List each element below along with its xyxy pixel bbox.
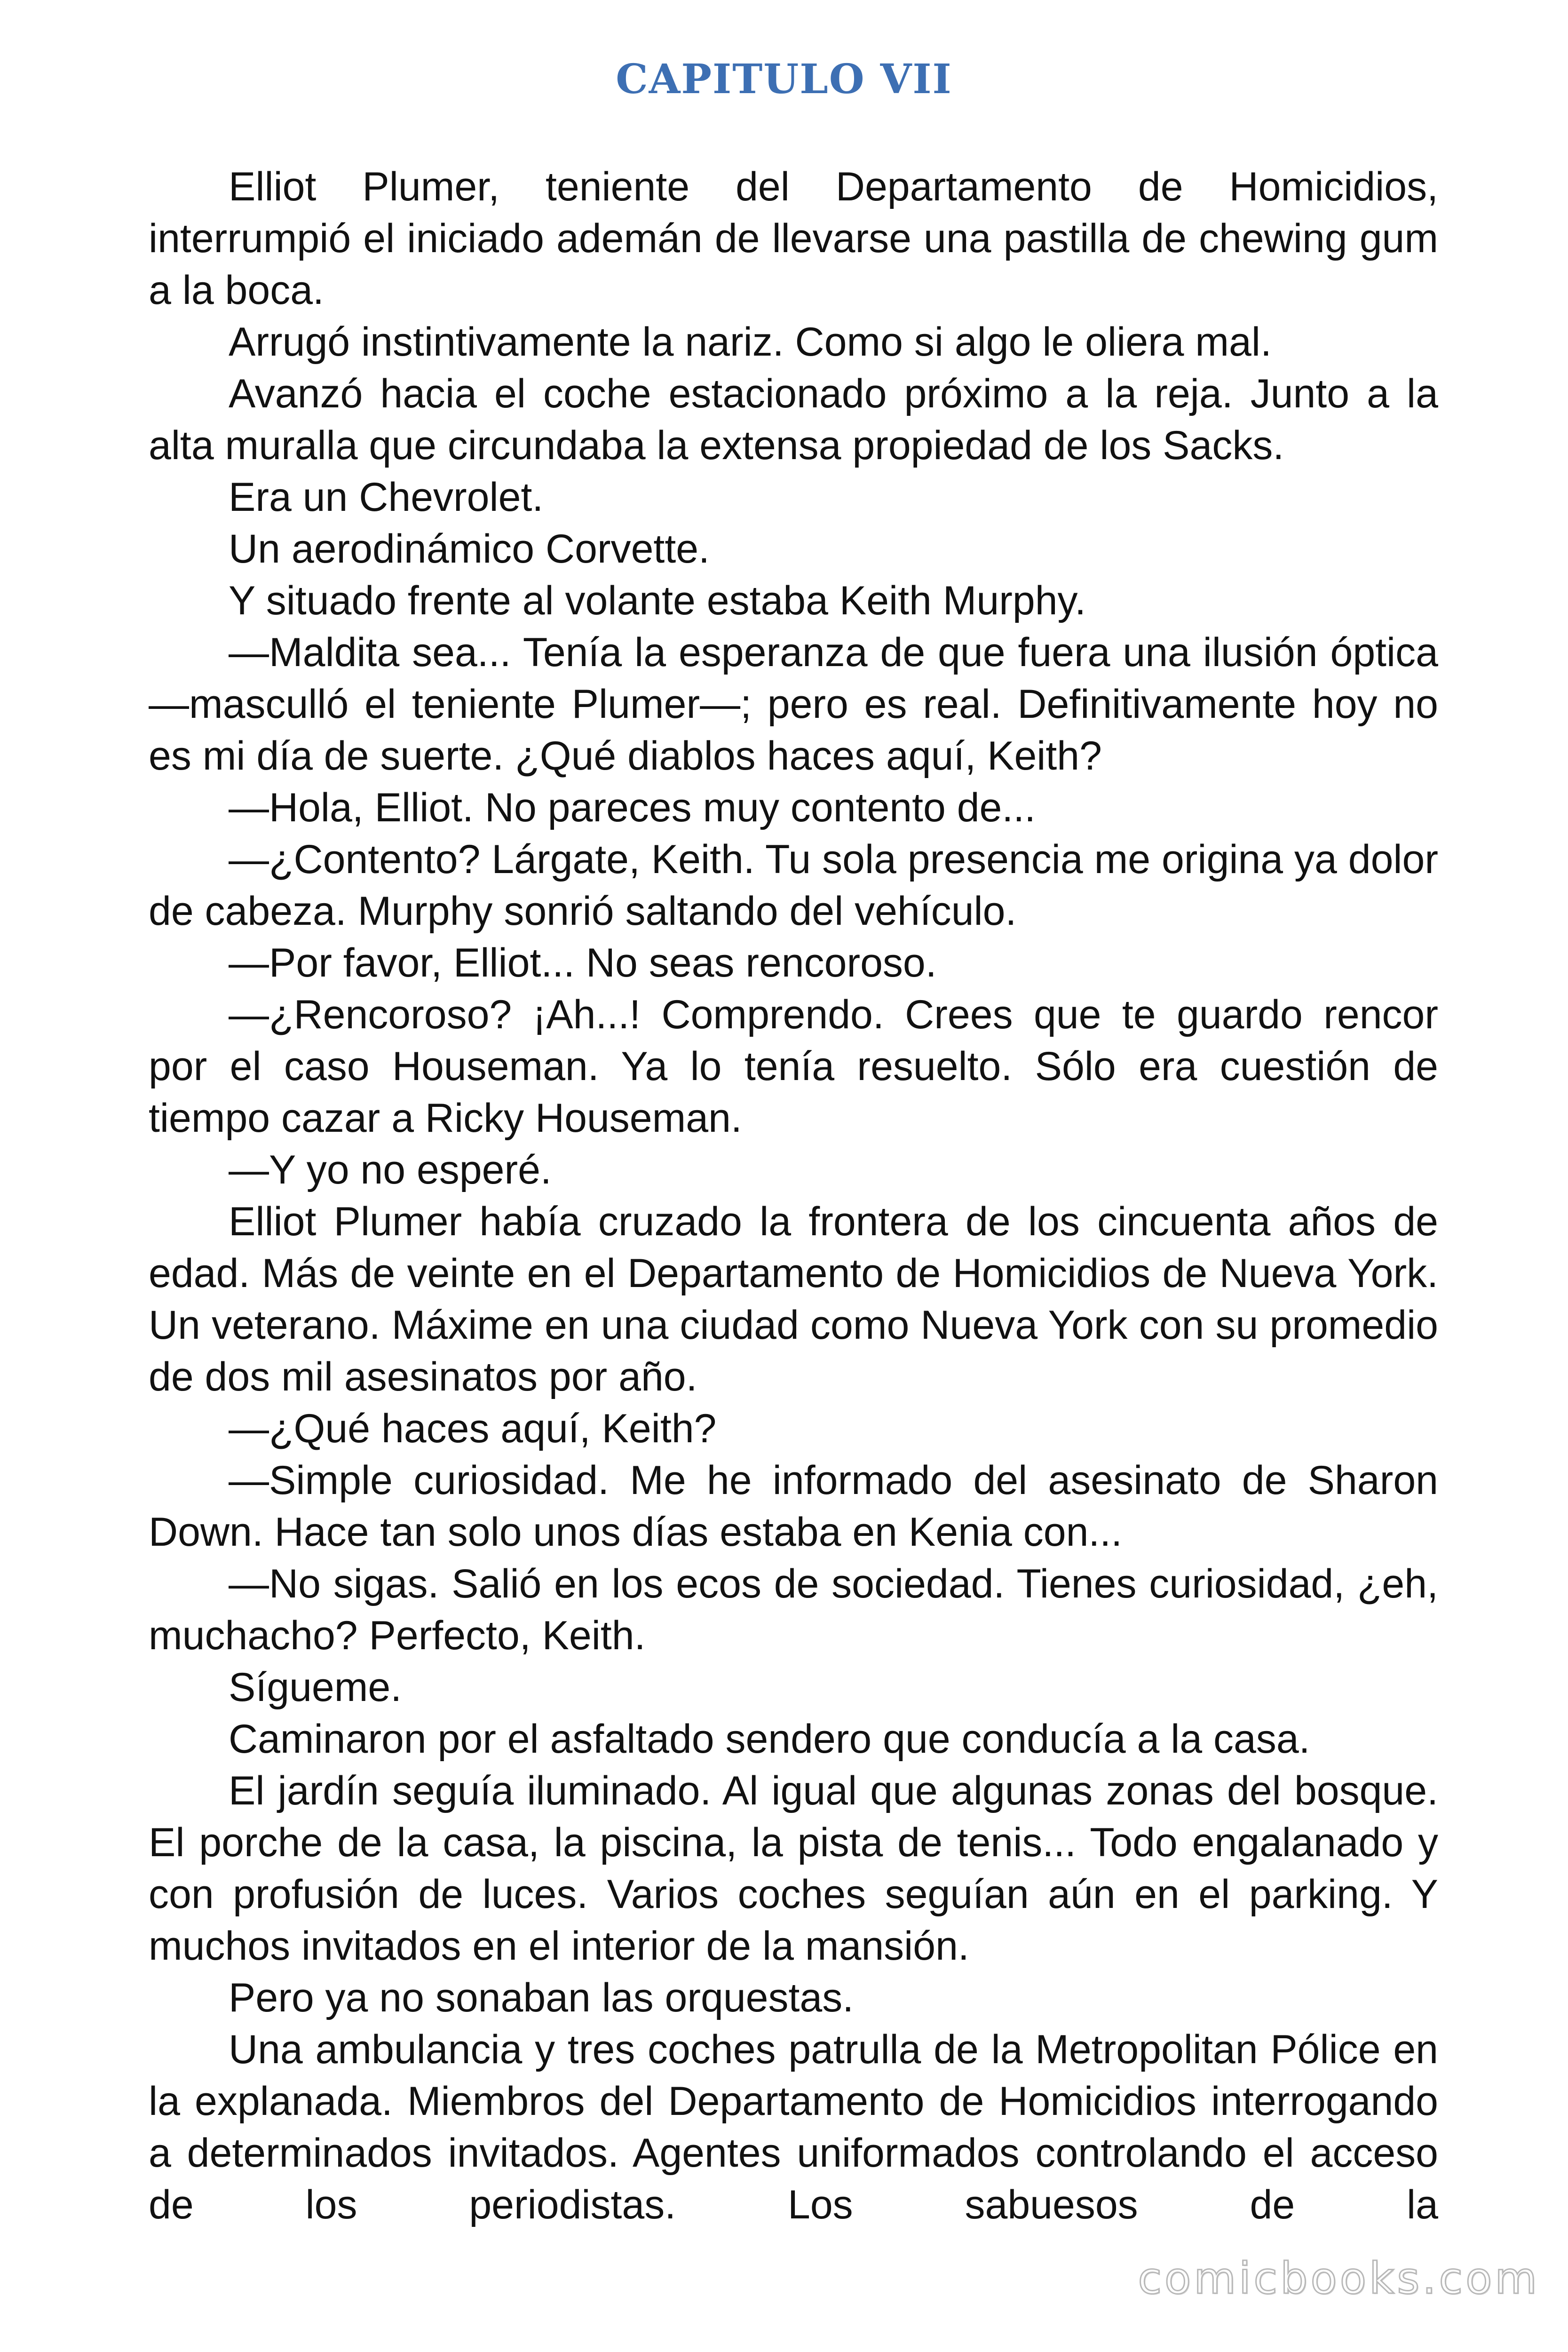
- paragraph: Pero ya no sonaban las orquestas.: [229, 1975, 854, 2020]
- paragraph: —¿Qué haces aquí, Keith?: [229, 1406, 717, 1451]
- paragraph: —¿Contento? Lárgate, Keith. Tu sola presencia me origina ya dolor de cabeza. Murphy sonrió saltando del vehículo.: [149, 837, 1438, 934]
- paragraph: —Maldita sea... Tenía la esperanza de que fuera una ilusión óptica —masculló el teniente Plumer—; pero es real. Definitivamente hoy no es mi día de suerte. ¿Qué diablos haces aquí, Keith?: [149, 630, 1438, 779]
- paragraph: Era un Chevrolet.: [229, 475, 544, 520]
- paragraph: Elliot Plumer, teniente del Departamento de Homicidios, interrumpió el iniciado ademán de llevarse una pastilla de chewing gum a la boca.: [149, 164, 1438, 313]
- paragraph: Caminaron por el asfaltado sendero que conducía a la casa.: [229, 1716, 1310, 1762]
- paragraph: —¿Rencoroso? ¡Ah...! Comprendo. Crees que te guardo rencor por el caso Houseman. Ya lo tenía resuelto. Sólo era cuestión de tiempo cazar a Ricky Houseman.: [149, 992, 1438, 1141]
- chapter-title: CAPITULO VII: [616, 56, 952, 103]
- paragraph: Elliot Plumer había cruzado la frontera de los cincuenta años de edad. Más de veinte en el Departamento de Homicidios de Nueva York. Un veterano. Máxime en una ciudad como Nueva York con su promedio de dos mil asesinatos por año.: [149, 1199, 1438, 1399]
- watermark-logo: comicbooks.com: [1138, 2253, 1540, 2304]
- paragraph: Y situado frente al volante estaba Keith Murphy.: [229, 578, 1086, 623]
- paragraph: —No sigas. Salió en los ecos de sociedad. Tienes curiosidad, ¿eh, muchacho? Perfecto, Keith.: [149, 1561, 1438, 1658]
- paragraph: —Por favor, Elliot... No seas rencoroso.: [229, 940, 937, 985]
- paragraph: —Hola, Elliot. No pareces muy contento de...: [229, 785, 1036, 830]
- chapter-body: [149, 161, 1438, 2231]
- paragraph-continued: Una ambulancia y tres coches patrulla de la Metropolitan Pólice en la explanada. Miembros del Departamento de Homicidios interrogando a determinados invitados. Agentes uniformados controlando el acceso de los periodistas. Los sabuesos de la: [149, 2027, 1438, 2227]
- paragraph: Avanzó hacia el coche estacionado próximo a la reja. Junto a la alta muralla que circundaba la extensa propiedad de los Sacks.: [149, 371, 1438, 468]
- paragraph: Sígueme.: [229, 1665, 402, 1710]
- paragraph: Un aerodinámico Corvette.: [229, 526, 710, 572]
- paragraph: Arrugó instintivamente la nariz. Como si algo le oliera mal.: [229, 319, 1272, 365]
- paragraph: —Simple curiosidad. Me he informado del asesinato de Sharon Down. Hace tan solo unos días estaba en Kenia con...: [149, 1458, 1438, 1555]
- paragraph: —Y yo no esperé.: [229, 1147, 552, 1192]
- paragraph: El jardín seguía iluminado. Al igual que algunas zonas del bosque. El porche de la casa, la piscina, la pista de tenis... Todo engalanado y con profusión de luces. Varios coches seguían aún en el parking. Y muchos invitados en el interior de la mansión.: [149, 1768, 1438, 1969]
